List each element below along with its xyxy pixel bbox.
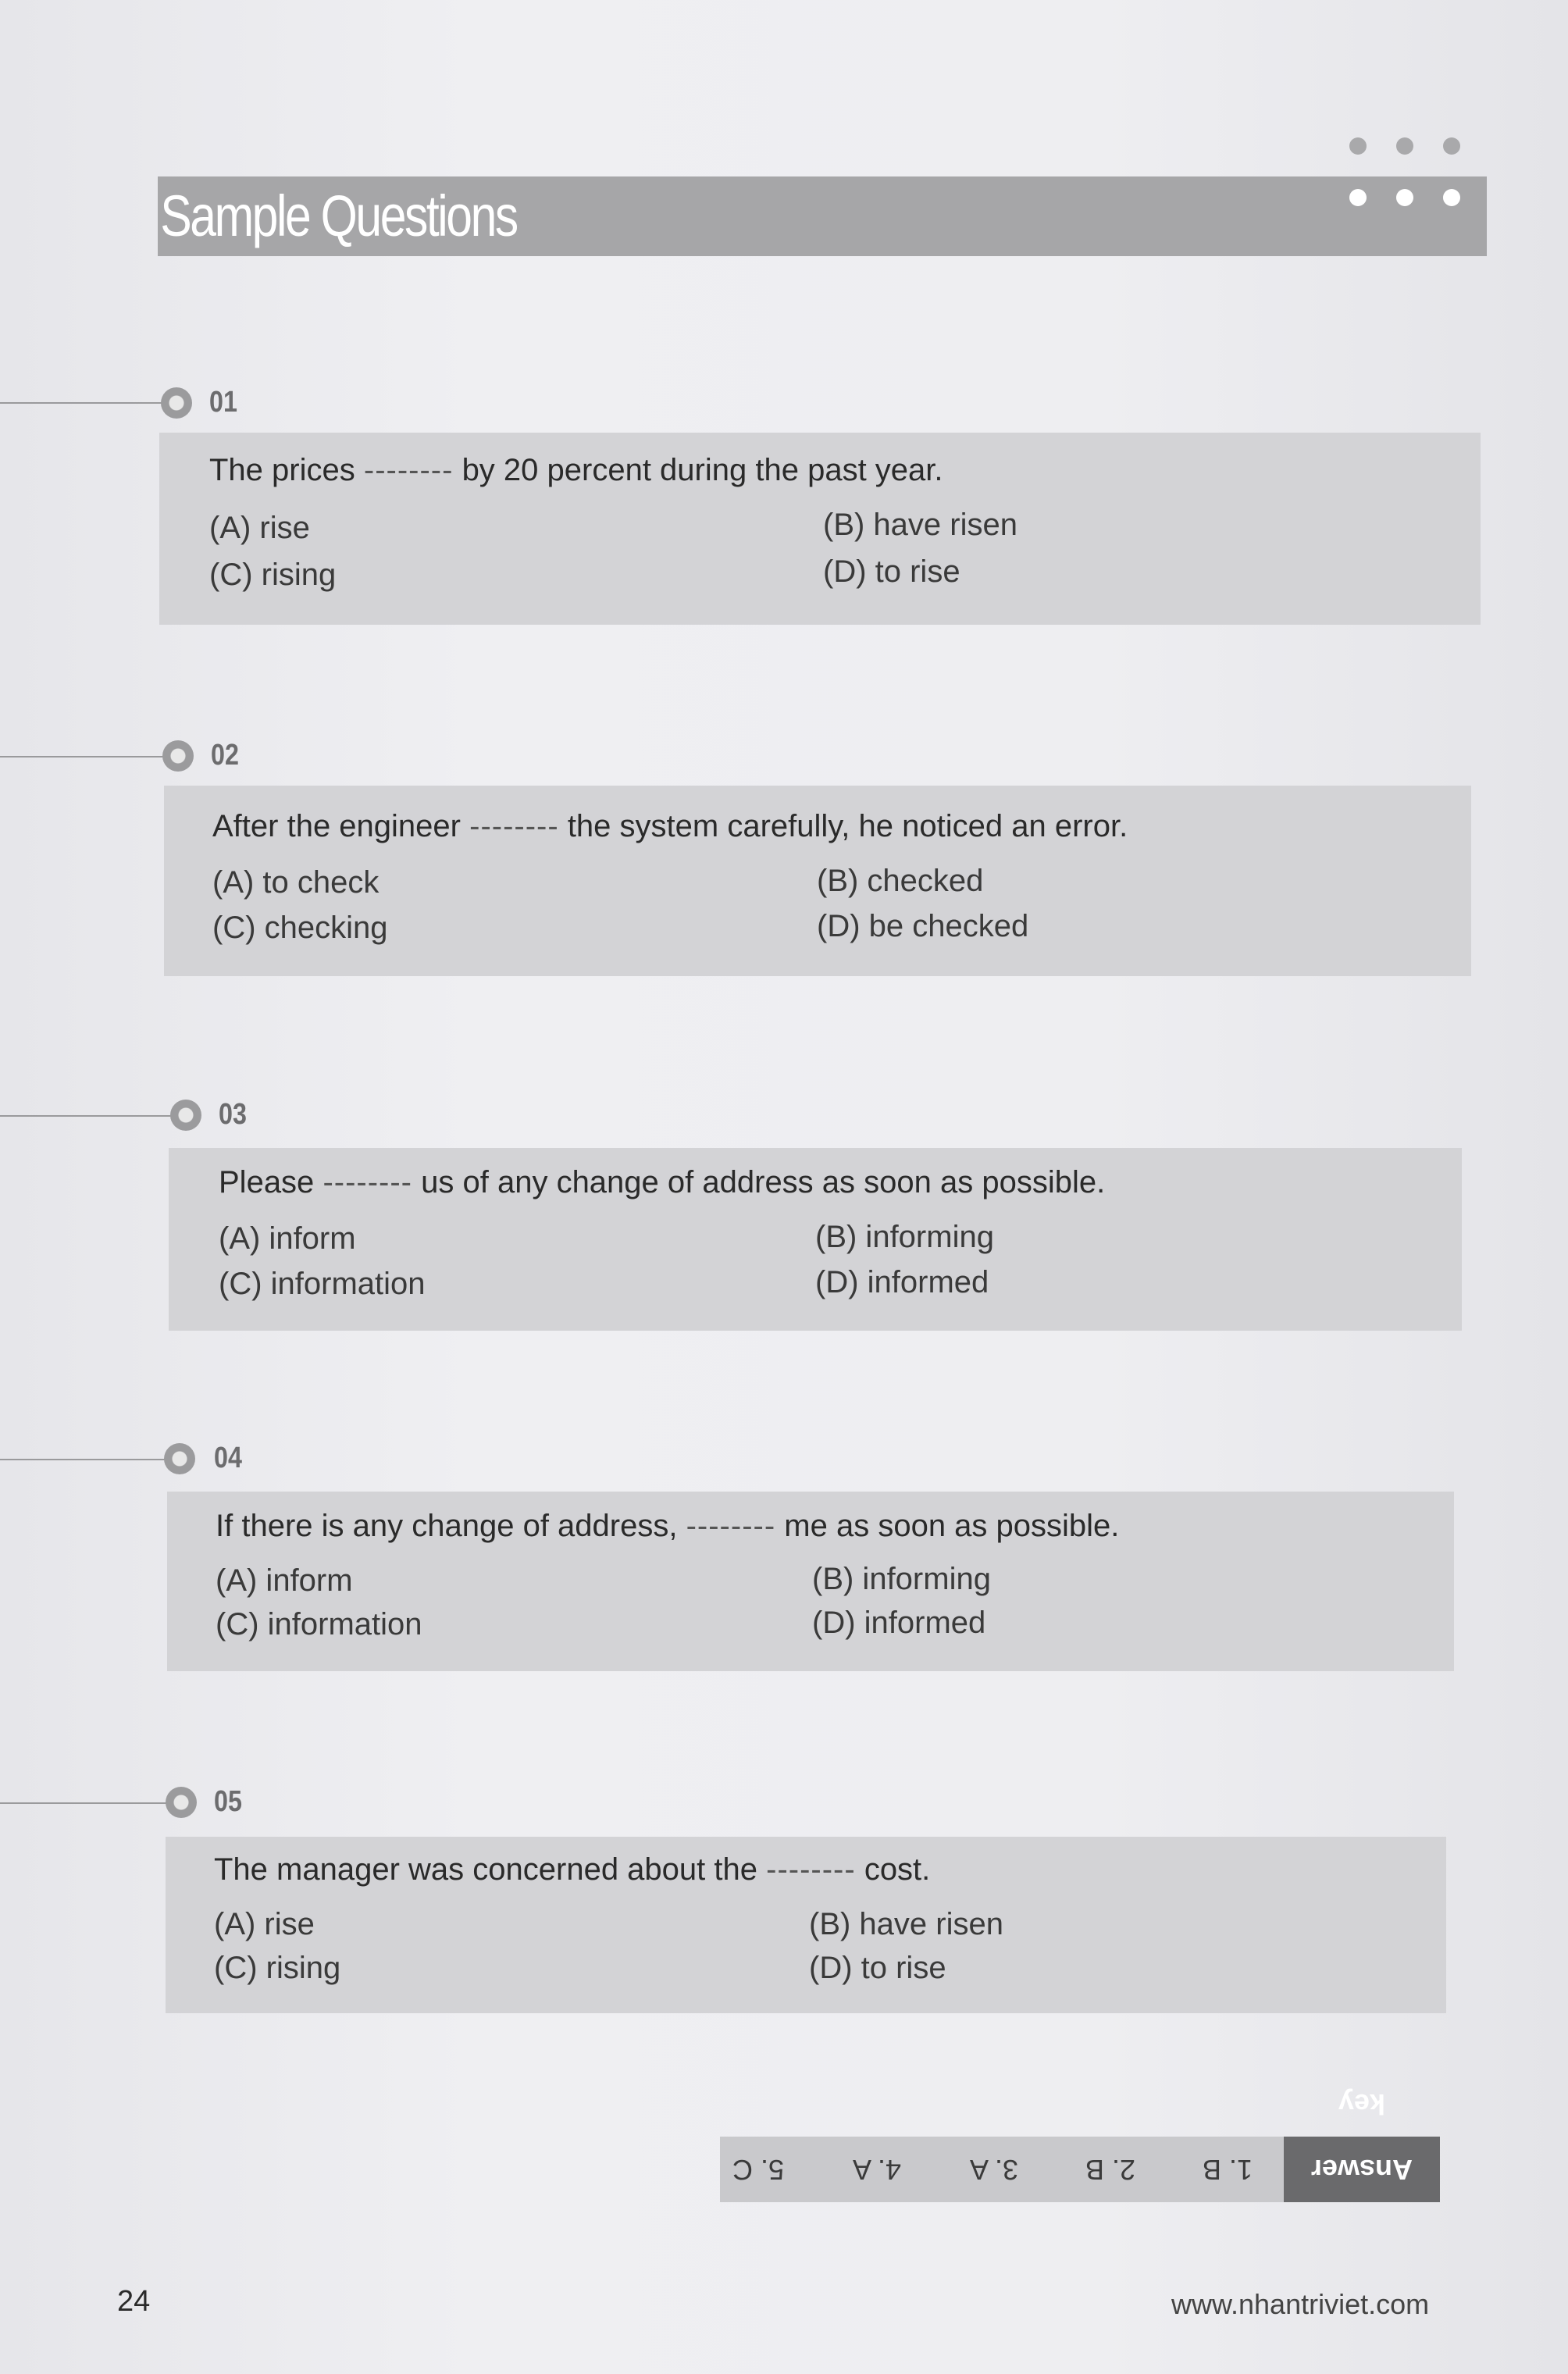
option-d[interactable]: (D) to rise [823, 554, 960, 589]
answer-blank: -------- [766, 1852, 856, 1887]
option-a[interactable]: (A) to check [212, 865, 380, 900]
option-d[interactable]: (D) informed [815, 1265, 989, 1299]
question-leader-line [0, 402, 164, 404]
question-marker-icon [161, 387, 192, 419]
website-url: www.nhantriviet.com [1171, 2288, 1430, 2320]
question-stem: Please -------- us of any change of address as soon as possible. [219, 1165, 1106, 1199]
answer-key-item: 1. B [1202, 2154, 1253, 2186]
answer-key-label: Answer key [1284, 2137, 1440, 2202]
question-stem: The manager was concerned about the -------- cost. [214, 1852, 931, 1887]
question-number: 01 [209, 386, 237, 419]
question-leader-line [0, 756, 166, 757]
option-a[interactable]: (A) inform [219, 1221, 356, 1256]
option-a[interactable]: (A) rise [214, 1907, 315, 1941]
page-number: 24 [117, 2285, 151, 2318]
decorative-dots [1349, 137, 1490, 159]
option-c[interactable]: (C) information [219, 1267, 426, 1301]
option-d[interactable]: (D) to rise [809, 1951, 946, 1985]
question-leader-line [0, 1802, 167, 1804]
option-d[interactable]: (D) informed [812, 1606, 986, 1640]
page-title: Sample Questions [160, 184, 517, 248]
answer-key-item: 2. B [1085, 2154, 1135, 2186]
option-c[interactable]: (C) rising [209, 558, 337, 592]
option-a[interactable]: (A) rise [209, 511, 310, 545]
option-b[interactable]: (B) have risen [823, 508, 1017, 542]
answer-key [720, 2088, 1440, 2202]
option-b[interactable]: (B) checked [817, 864, 984, 898]
answer-blank: -------- [469, 809, 559, 843]
answer-key-item: 3. A [969, 2154, 1018, 2186]
option-c[interactable]: (C) checking [212, 911, 388, 945]
question-marker-icon [164, 1443, 195, 1474]
answer-blank: -------- [686, 1509, 776, 1543]
option-a[interactable]: (A) inform [216, 1563, 353, 1598]
question-marker-icon [170, 1100, 201, 1131]
question-number: 03 [219, 1098, 247, 1131]
answer-key-item: 5. C [732, 2154, 784, 2186]
option-b[interactable]: (B) informing [815, 1220, 994, 1254]
question-box [169, 1148, 1462, 1331]
question-stem: The prices -------- by 20 percent during the past year. [209, 453, 943, 487]
option-c[interactable]: (C) information [216, 1607, 422, 1641]
question-box [167, 1492, 1454, 1671]
question-box [166, 1837, 1446, 2013]
answer-blank: -------- [363, 453, 454, 487]
option-c[interactable]: (C) rising [214, 1951, 341, 1985]
option-b[interactable]: (B) informing [812, 1562, 991, 1596]
question-leader-line [0, 1459, 167, 1460]
question-number: 04 [214, 1442, 242, 1474]
question-number: 02 [211, 739, 239, 772]
question-stem: After the engineer -------- the system carefully, he noticed an error. [212, 809, 1128, 843]
answer-blank: -------- [323, 1165, 412, 1199]
option-b[interactable]: (B) have risen [809, 1907, 1003, 1941]
question-number: 05 [214, 1785, 242, 1818]
question-box [164, 786, 1471, 976]
question-marker-icon [166, 1787, 197, 1818]
question-box [159, 433, 1481, 625]
option-d[interactable]: (D) be checked [817, 909, 1029, 943]
question-marker-icon [162, 740, 194, 772]
question-leader-line [0, 1115, 173, 1117]
answer-key-item: 4. A [852, 2154, 901, 2186]
decorative-dots [1349, 189, 1490, 210]
question-stem: If there is any change of address, -------- me as soon as possible. [216, 1509, 1120, 1543]
